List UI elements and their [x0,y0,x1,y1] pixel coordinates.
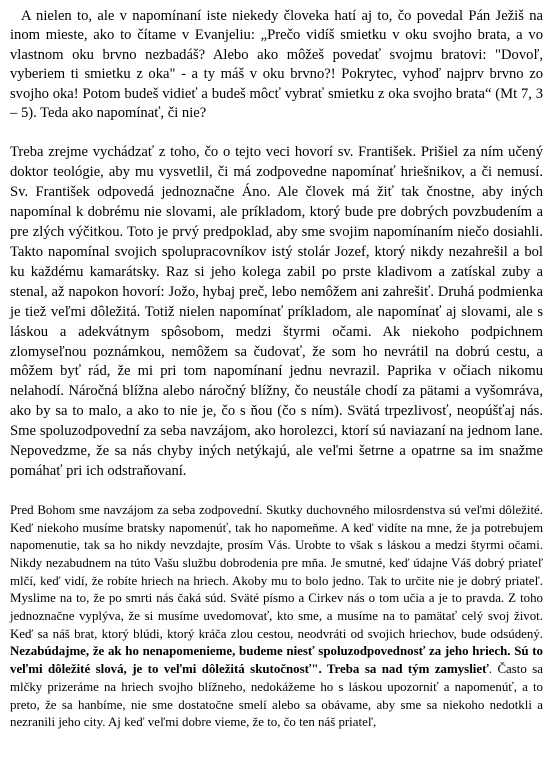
paragraph-3 [10,502,543,732]
paragraph-1-text: A nielen to, ale v napomínaní iste niekedy človeka hatí aj to, čo povedal Pán Ježiš na inom mieste, ako to čítame v Evanjeliu: „Prečo vidíš smietku v oku svojho brata, a vo vlastnom oku brvno nezbadáš? Alebo ako môžeš povedať svojmu bratovi: "Dovoľ, vyberiem ti smietku z oka" - a ty máš v oku brvno?! Pokrytec, vyhoď najprv brvno zo svojho oka! Potom budeš vidieť a budeš môcť vybrať smietku z oka svojho brata“ (Mt 7, 3 – 5). Teda ako napomínať, či nie? [10,8,543,122]
paragraph-3-text: Pred Bohom sme navzájom za seba zodpovední. Skutky duchovného milosrdenstva sú veľmi dôležité. Keď niekoho musíme bratsky napomenúť, tak ho napomeňme. A keď vidíte na mne, že ja potrebujem napomenutie, tak sa ho nikdy nevzdajte, prosím Vás. Urobte to však s láskou a medzi štyrmi očami. Nikdy nezabudnem na túto Vašu službu dobrodenia pre mňa. Je smutné, keď údajne Váš dobrý priateľ mlčí, keď vidí, že robíte hriech na hriech. Akoby mu to bolo jedno. Tak to určite nie je dobrý priateľ. Myslime na to, že po smrti nás čaká súd. Sväté písmo a Cirkev nás o tom učia a je to pravda. Z toho jednoznačne vyplýva, že si musíme uvedomovať, kto sme, a musíme na to pamätať celý svoj život. Keď sa náš brat, ktorý blúdi, ktorý kráča zlou cestou, neodvráti od svojich hriechov, bude odsúdený. [10,502,543,641]
paragraph-2-text: Treba zrejme vychádzať z toho, čo o tejto veci hovorí sv. František. Prišiel za ním učený doktor teológie, aby mu vysvetlil, či má zodpovedne napomínať hriešnikov, a či nemusí. Sv. František odpovedá jednoznačne Áno. Ale človek má žiť tak čnostne, aby iných napomínal k dobrému nie slovami, ale príkladom, ktorý bude pre dobrých povzbudením a pre zlých výčitkou. Toto je prvý predpoklad, aby sme svojim napomínaním niečo dosiahli. Takto napomínal svojich spolupracovníkov istý stolár Jozef, ktorý nikdy nezahrešil a bol ku každému kamarátsky. Raz si jeho kolega zabil po prste kladivom a zatískal zuby a stenal, až napokon hovorí: Jožo, hybaj preč, lebo nemôžem ani zahrešiť. Druhá podmienka je tiež veľmi dôležitá. Totiž nielen napomínať príkladom, ale napomínať aj slovami, ale s láskou a adekvátnym spôsobom, medzi štyrmi očami. Ak niekoho podpichnem zlomyseľnou poznámkou, nemôžem sa čudovať, že som ho nevrátil na dobrú cestu, a môžem byť rád, že mi pri tom napomínaní jednu nevrazil. Paprika v očiach nikomu nelahodí. Náročná blížna alebo náročný blížny, čo neustále chodí za pätami a vyšomráva, ako by sa to malo, a ako to nie je, čo s ňou (čo s ním). Svätá trpezlivosť, neopúšťaj nás. Sme spoluzodpovední za seba navzájom, ako horolezci, ktorí sú naviazaní na jednom lane. Nepovedzme, že sa nás chyby iných netýkajú, ale veľmi šetrne a opatrne sa im snažme pomáhať pri ich odstraňovaní. [10,144,543,479]
paragraph-1 [10,7,543,123]
paragraph-3-bold-text: Nezabúdajme, že ak ho nenapomenieme, budeme niesť spoluzodpovednosť za jeho hriech. Sú to veľmi dôležité slová, je to veľmi dôležitá skutočnosť". Treba sa nad tým zamyslieť [10,644,543,677]
paragraph-2 [10,143,543,481]
paragraph-3-text-end: . Často sa mlčky prizeráme na hriech svojho blížneho, nedokážeme ho s láskou upozorniť a napomenúť, a to preto, že sa hanbíme, nie sme dostatočne smelí alebo sa obávame, aby sme sa niekoho nedotkli a nezranili jeho city. Aj keď veľmi dobre vieme, že to, čo ten náš priateľ, [10,662,543,730]
